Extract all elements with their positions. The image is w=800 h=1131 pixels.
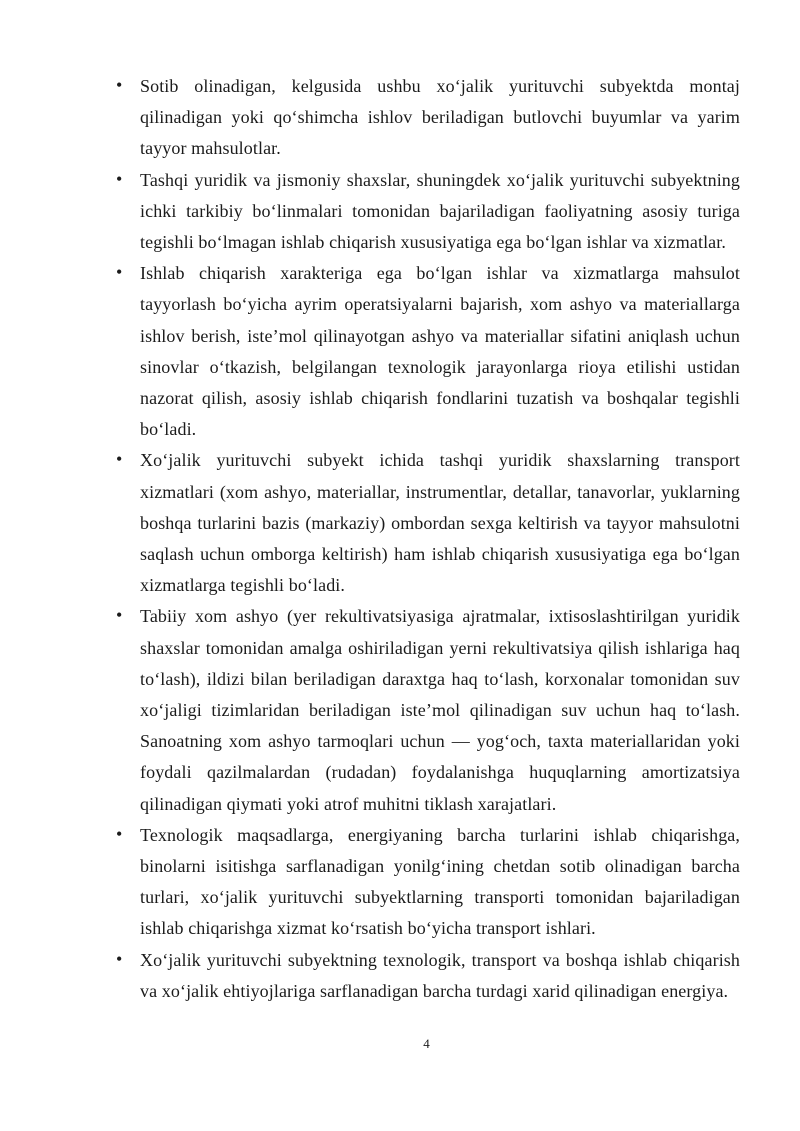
bullet-text: Xo‘jalik yurituvchi subyekt ichida tashqi yuridik shaxslarning transport xizmatlari (xom ashyo, materiallar, instrumentlar, detallar, tanavorlar, yuklarning boshqa turlarini bazis (markaziy) ombordan sexga keltirish va tayyor mahsulotni saqlash uchun omborga keltirish) ham ishlab chiqarish xususiyatiga ega bo‘lgan xizmatlarga tegishli bo‘ladi.	[140, 450, 740, 596]
bullet-item	[116, 71, 740, 165]
bullet-icon: •	[116, 168, 123, 189]
bullet-item	[116, 945, 740, 1007]
bullet-text: Ishlab chiqarish xarakteriga ega bo‘lgan ishlar va xizmatlarga mahsulot tayyorlash bo‘yicha ayrim operatsiyalarni bajarish, xom ashyo va materiallarga ishlov berish, iste’mol qilinayotgan ashyo va materiallar sifatini aniqlash uchun sinovlar o‘tkazish, belgilangan texnologik jarayonlarga rioya etilishi ustidan nazorat qilish, asosiy ishlab chiqarish fondlarini tuzatish va boshqalar tegishli bo‘ladi.	[140, 263, 740, 440]
bullet-icon: •	[116, 823, 123, 844]
bullet-item	[116, 258, 740, 445]
bullet-icon: •	[116, 262, 123, 283]
bullet-icon: •	[116, 449, 123, 470]
bullet-text: Xo‘jalik yurituvchi subyektning texnologik, transport va boshqa ishlab chiqarish va xo‘jalik ehtiyojlariga sarflanadigan barcha turdagi xarid qilinadigan energiya.	[140, 949, 740, 1001]
bullet-item	[116, 820, 740, 945]
bullet-item	[116, 165, 740, 259]
bullet-item	[116, 601, 740, 819]
bullet-item	[116, 445, 740, 601]
text-block	[116, 71, 740, 1007]
bullet-icon: •	[116, 605, 123, 626]
bullet-icon: •	[116, 948, 123, 969]
bullet-list	[116, 71, 740, 1007]
bullet-text: Tashqi yuridik va jismoniy shaxslar, shuningdek xo‘jalik yurituvchi subyektning ichki tarkibiy bo‘linmalari tomonidan bajariladigan faoliyatning asosiy turiga tegishli bo‘lmagan ishlab chiqarish xususiyatiga ega bo‘lgan ishlar va xizmatlar.	[140, 169, 740, 253]
bullet-text: Tabiiy xom ashyo (yer rekultivatsiyasiga ajratmalar, ixtisoslashtirilgan yuridik shaxslar tomonidan amalga oshiriladigan yerni rekultivatsiya qilish ishlariga haq to‘lash), ildizi bilan beriladigan daraxtga haq to‘lash, korxonalar tomonidan suv xo‘jaligi tizimlaridan beriladigan iste’mol qilinadigan suv uchun haq to‘lash. Sanoatning xom ashyo tarmoqlari uchun — yog‘och, taxta materiallaridan yoki foydali qazilmalardan (rudadan) foydalanishga huquqlarning amortizatsiya qilinadigan qiymati yoki atrof muhitni tiklash xarajatlari.	[140, 606, 740, 814]
bullet-text: Texnologik maqsadlarga, energiyaning barcha turlarini ishlab chiqarishga, binolarni isitishga sarflanadigan yonilg‘ining chetdan sotib olinadigan barcha turlari, xo‘jalik yurituvchi subyektlarning transporti tomonidan bajariladigan ishlab chiqarishga xizmat ko‘rsatish bo‘yicha transport ishlari.	[140, 824, 740, 939]
bullet-icon: •	[116, 75, 123, 95]
bullet-text: Sotib olinadigan, kelgusida ushbu xo‘jalik yurituvchi subyektda montaj qilinadigan yoki qo‘shimcha ishlov beriladigan butlovchi buyumlar va yarim tayyor mahsulotlar.	[140, 76, 740, 159]
page-number: 4	[423, 1036, 430, 1051]
